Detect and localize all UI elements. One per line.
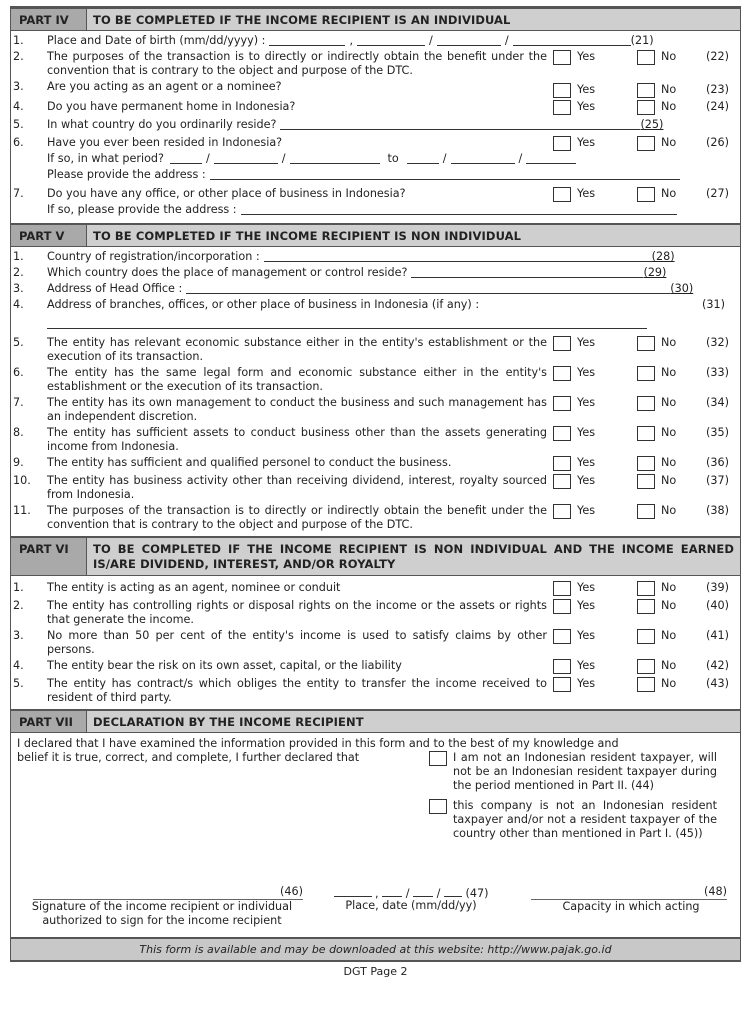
no-label: No bbox=[661, 396, 677, 409]
list-item bbox=[11, 266, 740, 282]
list-item bbox=[11, 599, 740, 627]
yes-label: Yes bbox=[577, 504, 596, 517]
page-number: DGT Page 2 bbox=[343, 965, 408, 978]
item-number: 3. bbox=[13, 282, 24, 295]
branches-address-field[interactable] bbox=[47, 314, 647, 329]
birth-day-field[interactable] bbox=[437, 34, 501, 46]
list-item bbox=[11, 118, 740, 134]
yes-checkbox[interactable] bbox=[553, 474, 571, 489]
item-text: In what country do you ordinarily reside? bbox=[47, 118, 277, 131]
item-code: (21) bbox=[630, 34, 654, 47]
no-label: No bbox=[661, 677, 677, 690]
no-label: No bbox=[661, 366, 677, 379]
signature-label: Signature of the income recipient or individual authorized to sign for the income recipient bbox=[31, 900, 293, 927]
item-number: 2. bbox=[13, 599, 24, 612]
address-label: Please provide the address : bbox=[47, 168, 206, 181]
yes-label: Yes bbox=[577, 83, 596, 96]
yes-checkbox[interactable] bbox=[553, 50, 571, 65]
yes-label: Yes bbox=[577, 366, 596, 379]
list-item bbox=[11, 456, 740, 472]
no-checkbox[interactable] bbox=[637, 136, 655, 151]
birth-year-field[interactable] bbox=[513, 34, 631, 46]
yes-checkbox[interactable] bbox=[553, 504, 571, 519]
yes-checkbox[interactable] bbox=[553, 677, 571, 692]
item-text: Country of registration/incorporation : bbox=[47, 250, 260, 263]
place-date-field[interactable]: , / / (47) bbox=[321, 885, 501, 899]
company-declaration-checkbox[interactable] bbox=[429, 799, 447, 814]
yes-checkbox[interactable] bbox=[553, 629, 571, 644]
list-item bbox=[11, 336, 740, 364]
yes-label: Yes bbox=[577, 581, 596, 594]
item-number: 3. bbox=[13, 629, 24, 642]
item-number: 8. bbox=[13, 426, 24, 439]
no-checkbox[interactable] bbox=[637, 677, 655, 692]
period-from-day-field[interactable] bbox=[170, 152, 202, 164]
period-row: If so, in what period? / / to / / bbox=[11, 152, 740, 168]
list-item bbox=[11, 366, 740, 394]
no-checkbox[interactable] bbox=[637, 426, 655, 441]
period-from-month-field[interactable] bbox=[214, 152, 278, 164]
item-number: 5. bbox=[13, 677, 24, 690]
item-text: No more than 50 per cent of the entity's income is used to satisfy claims by other persons. bbox=[47, 629, 547, 656]
part-v-section bbox=[11, 247, 740, 536]
item-number: 1. bbox=[13, 34, 24, 47]
no-checkbox[interactable] bbox=[637, 474, 655, 489]
item-text: Place and Date of birth (mm/dd/yyyy) : bbox=[47, 34, 266, 47]
item-text: Do you have any office, or other place of business in Indonesia? bbox=[47, 187, 406, 200]
item-number: 11. bbox=[13, 504, 31, 517]
no-checkbox[interactable] bbox=[637, 629, 655, 644]
part-v-header bbox=[11, 223, 740, 247]
item-text: The purposes of the transaction is to directly or indirectly obtain the benefit under the convention that is contrary to the object and purpose of the DTC. bbox=[47, 50, 547, 77]
yes-label: Yes bbox=[577, 426, 596, 439]
no-checkbox[interactable] bbox=[637, 599, 655, 614]
no-checkbox[interactable] bbox=[637, 83, 655, 98]
item-text: The entity has sufficient assets to conduct business other than the assets generating income from Indonesia. bbox=[47, 426, 547, 453]
item-code: (27) bbox=[706, 187, 729, 200]
item-text: Address of Head Office : bbox=[47, 282, 183, 295]
item-code: (23) bbox=[706, 83, 729, 96]
period-from-year-field[interactable] bbox=[290, 152, 380, 164]
declaration-intro-2: belief it is true, correct, and complete, I further declared that bbox=[17, 751, 360, 764]
office-address-field[interactable] bbox=[241, 203, 677, 215]
item-number: 4. bbox=[13, 298, 24, 311]
yes-label: Yes bbox=[577, 50, 596, 63]
list-item bbox=[11, 677, 740, 705]
item-text: The entity has business activity other than receiving dividend, interest, royalty sourced from Indonesia. bbox=[47, 474, 547, 501]
no-checkbox[interactable] bbox=[637, 581, 655, 596]
part-vi-header bbox=[11, 536, 740, 576]
form-page bbox=[10, 6, 741, 978]
declaration-intro-1: I declared that I have examined the information provided in this form and to the best of my knowledge and bbox=[17, 737, 619, 750]
list-item bbox=[11, 298, 740, 314]
yes-label: Yes bbox=[577, 456, 596, 469]
no-label: No bbox=[661, 187, 677, 200]
declaration-option-individual bbox=[429, 751, 717, 793]
no-checkbox[interactable] bbox=[637, 659, 655, 674]
no-checkbox[interactable] bbox=[637, 366, 655, 381]
yes-label: Yes bbox=[577, 677, 596, 690]
yes-checkbox[interactable] bbox=[553, 366, 571, 381]
item-number: 6. bbox=[13, 136, 24, 149]
item-code: (33) bbox=[706, 366, 729, 379]
part-v-label: PART V bbox=[11, 225, 87, 246]
yes-checkbox[interactable] bbox=[553, 659, 571, 674]
place-date-label: Place, date (mm/dd/yy) bbox=[345, 899, 477, 912]
item-code: (36) bbox=[706, 456, 729, 469]
yes-label: Yes bbox=[577, 100, 596, 113]
branches-address-row bbox=[11, 314, 740, 334]
list-item bbox=[11, 100, 740, 116]
registration-country-field[interactable] bbox=[264, 250, 652, 262]
yes-label: Yes bbox=[577, 629, 596, 642]
item-text: The entity bear the risk on its own asset, capital, or the liability bbox=[47, 659, 402, 672]
item-text: The entity has controlling rights or disposal rights on the income or the assets or rights that generate the income. bbox=[47, 599, 547, 626]
period-to-month-field[interactable] bbox=[451, 152, 515, 164]
yes-label: Yes bbox=[577, 396, 596, 409]
item-text: Which country does the place of management or control reside? bbox=[47, 266, 408, 279]
capacity-block bbox=[531, 885, 731, 914]
item-code: (25) bbox=[640, 118, 664, 131]
part-iv-title: TO BE COMPLETED IF THE INCOME RECIPIENT IS AN INDIVIDUAL bbox=[93, 13, 511, 27]
item-text: Address of branches, offices, or other place of business in Indonesia (if any) : bbox=[47, 298, 480, 311]
item-number: 1. bbox=[13, 250, 24, 263]
item-number: 2. bbox=[13, 266, 24, 279]
part-iv-header bbox=[11, 7, 740, 31]
list-item bbox=[11, 250, 740, 266]
item-code: (22) bbox=[706, 50, 729, 63]
no-checkbox[interactable] bbox=[637, 187, 655, 202]
yes-checkbox[interactable] bbox=[553, 83, 571, 98]
item-code: (39) bbox=[706, 581, 729, 594]
item-number: 4. bbox=[13, 659, 24, 672]
no-label: No bbox=[661, 100, 677, 113]
list-item bbox=[11, 187, 740, 203]
item-code: (40) bbox=[706, 599, 729, 612]
footer-banner: This form is available and may be downloaded at this website: http://www.pajak.go.id bbox=[10, 937, 741, 962]
signature-field[interactable] bbox=[33, 885, 303, 900]
capacity-field[interactable] bbox=[531, 885, 727, 900]
item-text: Do you have permanent home in Indonesia? bbox=[47, 100, 296, 113]
no-label: No bbox=[661, 336, 677, 349]
yes-checkbox[interactable] bbox=[553, 336, 571, 351]
item-number: 9. bbox=[13, 456, 24, 469]
list-item bbox=[11, 629, 740, 657]
yes-checkbox[interactable] bbox=[553, 599, 571, 614]
item-number: 7. bbox=[13, 187, 24, 200]
birth-place-field[interactable] bbox=[269, 34, 345, 50]
item-number: 6. bbox=[13, 366, 24, 379]
item-code: (41) bbox=[706, 629, 729, 642]
no-checkbox[interactable] bbox=[637, 396, 655, 411]
no-label: No bbox=[661, 581, 677, 594]
management-country-field[interactable] bbox=[411, 266, 643, 278]
item-text: The entity has contract/s which obliges the entity to transfer the income received to resident of third party. bbox=[47, 677, 547, 704]
signature-block bbox=[17, 885, 307, 928]
place-date-code: (47) bbox=[465, 887, 489, 900]
item-code: (32) bbox=[706, 336, 729, 349]
item-number: 7. bbox=[13, 396, 24, 409]
item-code: (37) bbox=[706, 474, 729, 487]
individual-declaration-checkbox[interactable] bbox=[429, 751, 447, 766]
list-item bbox=[11, 136, 740, 152]
item-text: The purposes of the transaction is to directly or indirectly obtain the benefit under the convention that is contrary to the object and purpose of the DTC. bbox=[47, 504, 547, 531]
signature-code: (46) bbox=[280, 885, 303, 898]
item-number: 1. bbox=[13, 581, 24, 594]
company-declaration-text: this company is not an Indonesian resident taxpayer and/or not a resident taxpayer of the country other than mentioned in Part I. (45)) bbox=[453, 799, 717, 840]
capacity-label: Capacity in which acting bbox=[562, 900, 700, 913]
item-number: 5. bbox=[13, 336, 24, 349]
item-text: Have you ever been resided in Indonesia? bbox=[47, 136, 283, 149]
yes-checkbox[interactable] bbox=[553, 187, 571, 202]
no-label: No bbox=[661, 629, 677, 642]
yes-checkbox[interactable] bbox=[553, 581, 571, 596]
part-vii-label: PART VII bbox=[11, 711, 87, 732]
yes-label: Yes bbox=[577, 599, 596, 612]
part-vi-section bbox=[11, 576, 740, 709]
list-item bbox=[11, 659, 740, 675]
yes-label: Yes bbox=[577, 187, 596, 200]
part-iv-section bbox=[11, 31, 740, 223]
list-item bbox=[11, 474, 740, 502]
part-vi-label: PART VI bbox=[11, 538, 87, 575]
item-number: 2. bbox=[13, 50, 24, 63]
period-to-year-field[interactable] bbox=[526, 152, 576, 164]
to-label: to bbox=[387, 152, 399, 165]
list-item bbox=[11, 396, 740, 424]
no-label: No bbox=[661, 50, 677, 63]
yes-checkbox[interactable] bbox=[553, 426, 571, 441]
item-code: (24) bbox=[706, 100, 729, 113]
item-text: The entity has the same legal form and economic substance either in the entity's establishment or the execution of its transaction. bbox=[47, 366, 547, 393]
no-checkbox[interactable] bbox=[637, 456, 655, 471]
item-text: The entity has relevant economic substance either in the entity's establishment or the execution of its transaction. bbox=[47, 336, 547, 363]
part-vii-title: DECLARATION BY THE INCOME RECIPIENT bbox=[93, 715, 364, 729]
list-item: 1. Place and Date of birth (mm/dd/yyyy) : , / / (21) bbox=[11, 34, 740, 50]
list-item bbox=[11, 50, 740, 78]
declaration-option-company bbox=[429, 799, 717, 841]
yes-checkbox[interactable] bbox=[553, 100, 571, 115]
capacity-code: (48) bbox=[704, 885, 727, 898]
office-address-row bbox=[11, 203, 740, 219]
period-to-day-field[interactable] bbox=[407, 152, 439, 164]
place-date-block bbox=[321, 885, 501, 913]
no-label: No bbox=[661, 504, 677, 517]
yes-label: Yes bbox=[577, 474, 596, 487]
period-label: If so, in what period? bbox=[47, 152, 164, 165]
item-text: The entity has its own management to conduct the business and such management has an independent discretion. bbox=[47, 396, 547, 423]
item-number: 5. bbox=[13, 118, 24, 131]
item-number: 4. bbox=[13, 100, 24, 113]
yes-label: Yes bbox=[577, 336, 596, 349]
no-label: No bbox=[661, 599, 677, 612]
part-v-title: TO BE COMPLETED IF THE INCOME RECIPIENT IS NON INDIVIDUAL bbox=[93, 229, 522, 243]
list-item bbox=[11, 282, 740, 298]
yes-label: Yes bbox=[577, 659, 596, 672]
part-vi-title: TO BE COMPLETED IF THE INCOME RECIPIENT IS NON INDIVIDUAL AND THE INCOME EARNED IS/ARE DIVIDEND, INTEREST, AND/OR ROYALTY bbox=[93, 542, 734, 571]
item-code: (26) bbox=[706, 136, 729, 149]
no-label: No bbox=[661, 474, 677, 487]
indonesia-address-field[interactable] bbox=[210, 168, 680, 180]
item-code: (34) bbox=[706, 396, 729, 409]
list-item bbox=[11, 504, 740, 532]
item-code: (28) bbox=[651, 250, 675, 263]
list-item bbox=[11, 581, 740, 597]
item-code: (38) bbox=[706, 504, 729, 517]
no-label: No bbox=[661, 83, 677, 96]
no-checkbox[interactable] bbox=[637, 100, 655, 115]
item-text: The entity is acting as an agent, nominee or conduit bbox=[47, 581, 341, 594]
no-checkbox[interactable] bbox=[637, 50, 655, 65]
birth-month-field[interactable] bbox=[357, 34, 425, 46]
item-code: (29) bbox=[643, 266, 667, 279]
individual-declaration-text: I am not an Indonesian resident taxpayer, will not be an Indonesian resident taxpayer during the period mentioned in Part II. (44) bbox=[453, 751, 717, 792]
office-address-label: If so, please provide the address : bbox=[47, 203, 237, 216]
yes-label: Yes bbox=[577, 136, 596, 149]
no-label: No bbox=[661, 659, 677, 672]
item-number: 10. bbox=[13, 474, 31, 487]
head-office-address-field[interactable] bbox=[186, 282, 670, 294]
item-code: (30) bbox=[670, 282, 694, 295]
part-iv-label: PART IV bbox=[11, 9, 87, 30]
item-text: The entity has sufficient and qualified personel to conduct the business. bbox=[47, 456, 452, 469]
item-code: (31) bbox=[702, 298, 725, 311]
no-checkbox[interactable] bbox=[637, 504, 655, 519]
no-label: No bbox=[661, 136, 677, 149]
no-label: No bbox=[661, 426, 677, 439]
item-code: (42) bbox=[706, 659, 729, 672]
yes-checkbox[interactable] bbox=[553, 456, 571, 471]
address-row bbox=[11, 168, 740, 184]
item-text: Are you acting as an agent or a nominee? bbox=[47, 80, 282, 93]
residence-country-field[interactable] bbox=[280, 118, 640, 130]
form-frame bbox=[10, 6, 741, 937]
no-label: No bbox=[661, 456, 677, 469]
item-code: (43) bbox=[706, 677, 729, 690]
declaration-section bbox=[11, 733, 740, 937]
yes-checkbox[interactable] bbox=[553, 136, 571, 151]
list-item bbox=[11, 426, 740, 454]
list-item bbox=[11, 80, 740, 98]
item-code: (35) bbox=[706, 426, 729, 439]
item-number: 3. bbox=[13, 80, 24, 93]
no-checkbox[interactable] bbox=[637, 336, 655, 351]
part-vii-header bbox=[11, 709, 740, 733]
yes-checkbox[interactable] bbox=[553, 396, 571, 411]
